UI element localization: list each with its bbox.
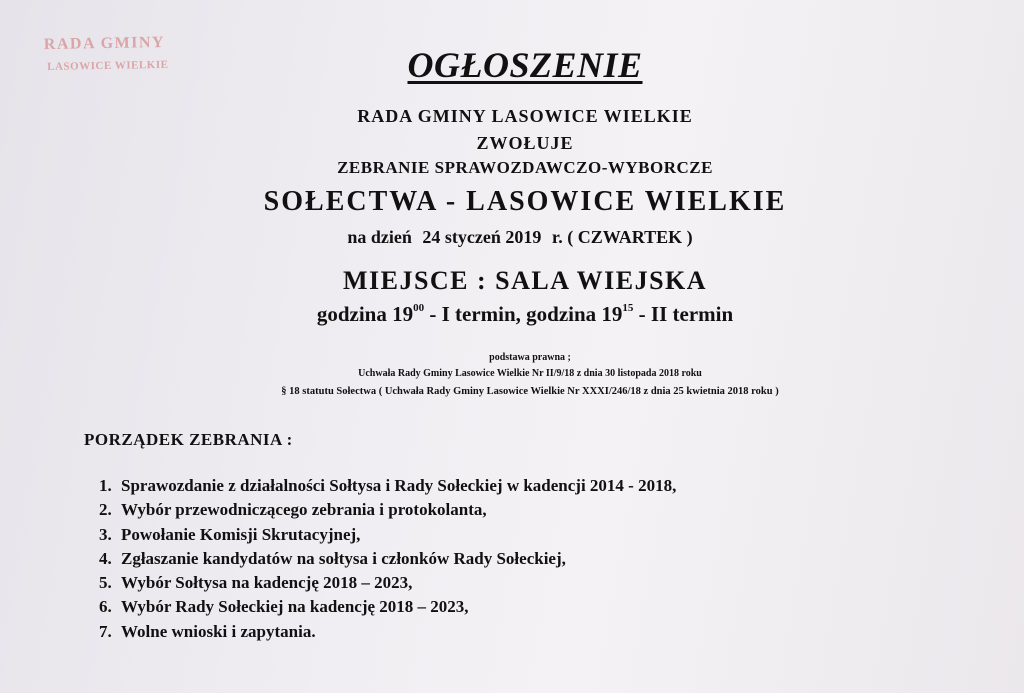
date-value: 24 styczeń 2019 (422, 227, 542, 247)
legal-basis-line-1: Uchwała Rady Gminy Lasowice Wielkie Nr II/9/18 z dnia 30 listopada 2018 roku (358, 368, 702, 379)
agenda-item-number: 7. (99, 621, 112, 641)
meeting-times (0, 302, 1024, 327)
time2-label: godzina 19 (526, 302, 623, 326)
time1-minutes: 00 (413, 302, 425, 314)
agenda-list (99, 474, 676, 644)
meeting-date (0, 227, 1024, 248)
stamp-line-1: RADA GMINY (43, 33, 166, 54)
agenda-item-text: Powołanie Komisji Skrutacyjnej, (121, 524, 361, 544)
date-suffix: r. ( CZWARTEK ) (551, 227, 693, 247)
agenda-item (99, 474, 676, 498)
agenda-item-text: Wybór Sołtysa na kadencję 2018 – 2023, (121, 573, 413, 593)
council-name: RADA GMINY LASOWICE WIELKIE (357, 106, 693, 126)
date-prefix: na dzień (347, 227, 412, 247)
agenda-item (99, 498, 676, 522)
agenda-item-text: Zgłaszanie kandydatów na sołtysa i członków Rady Sołeckiej, (121, 548, 566, 568)
agenda-item-text: Wybór Rady Sołeckiej na kadencję 2018 – 2023, (121, 597, 469, 617)
time1-label: godzina 19 (316, 302, 414, 326)
agenda-item-number: 6. (99, 597, 112, 617)
time2-minutes: 15 (622, 302, 634, 314)
stamp-line-2: LASOWICE WIELKIE (47, 58, 169, 74)
village-name: SOŁECTWA - LASOWICE WIELKIE (263, 186, 787, 217)
time1-term: - I termin, (429, 302, 521, 326)
agenda-item (99, 595, 676, 619)
agenda-item-number: 5. (99, 573, 112, 593)
legal-basis-line-2: § 18 statutu Sołectwa ( Uchwała Rady Gminy Lasowice Wielkie Nr XXXI/246/18 z dnia 25 kwietnia 2018 roku ) (281, 386, 779, 397)
agenda-item-text: Sprawozdanie z działalności Sołtysa i Rady Sołeckiej w kadencji 2014 - 2018, (121, 476, 677, 495)
agenda-item (99, 571, 676, 595)
agenda-item-number: 4. (99, 548, 112, 568)
agenda-item (99, 547, 676, 571)
meeting-place: MIEJSCE : SALA WIEJSKA (342, 266, 708, 295)
agenda-item-text: Wolne wnioski i zapytania. (121, 621, 316, 641)
agenda-item (99, 523, 676, 547)
agenda-title: PORZĄDEK ZEBRANIA : (84, 430, 293, 449)
notice-title: OGŁOSZENIE (407, 45, 643, 85)
agenda-item (99, 620, 676, 644)
agenda-item-number: 2. (99, 500, 112, 520)
meeting-type: ZEBRANIE SPRAWOZDAWCZO-WYBORCZE (337, 158, 713, 177)
legal-basis-heading: podstawa prawna ; (489, 352, 571, 363)
time2-term: - II termin (638, 302, 734, 326)
agenda-item-number: 1. (99, 476, 112, 495)
convenes-text: ZWOŁUJE (476, 133, 574, 153)
agenda-item-text: Wybór przewodniczącego zebrania i protokolanta, (121, 500, 487, 520)
agenda-item-number: 3. (99, 524, 112, 544)
